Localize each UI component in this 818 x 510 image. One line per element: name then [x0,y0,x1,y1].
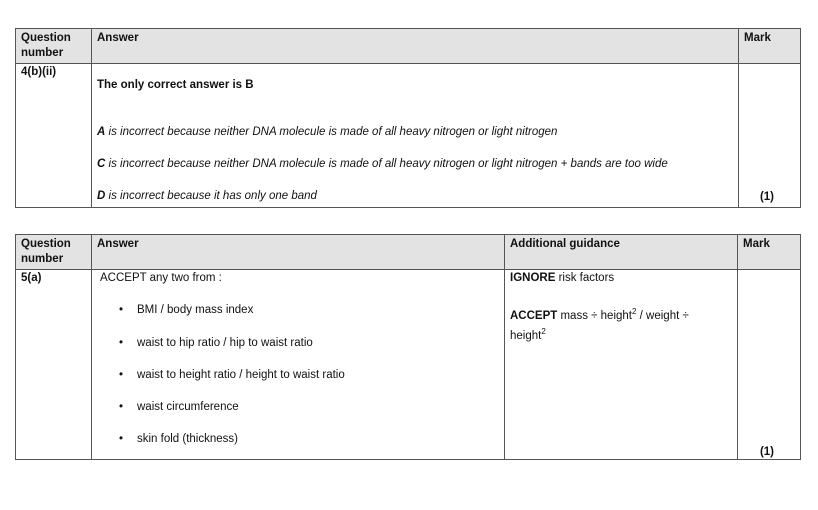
header-mark: Mark [739,29,801,64]
correct-answer-statement: The only correct answer is B [97,79,254,91]
markscheme-table-4bii [15,28,801,208]
table-row [16,64,801,208]
option-letter: C [97,158,106,170]
header-answer: Answer [92,235,505,270]
table-row [16,270,801,460]
header-answer: Answer [92,29,739,64]
header-additional-guidance: Additional guidance [505,235,738,270]
superscript: 2 [632,307,637,316]
option-letter: D [97,190,106,202]
header-question-number: Question number [16,235,92,270]
option-text: is incorrect because neither DNA molecule is made of all heavy nitrogen or light nitrogen [105,126,558,138]
guidance-text: height [510,329,542,342]
answer-cell [92,270,505,460]
header-question-number: Question number [16,29,92,64]
mark-value: (1) [759,191,774,203]
header-mark: Mark [738,235,801,270]
question-number: 4(b)(ii) [16,64,92,208]
guidance-accept [510,304,689,344]
mark-cell [739,64,801,208]
list-item: • waist to hip ratio / hip to waist ratio [137,337,313,349]
list-item: • waist circumference [137,401,239,413]
option-text: is incorrect because it has only one band [105,190,317,202]
keyword-ignore: IGNORE [510,272,556,284]
mark-value: (1) [759,446,774,458]
superscript: 2 [541,326,546,336]
option-d-explanation [97,190,317,202]
keyword-accept: ACCEPT [510,309,558,322]
list-item: • skin fold (thickness) [137,433,238,445]
guidance-ignore [510,272,614,284]
answer-cell [92,64,739,208]
markscheme-table-5a [15,234,801,460]
answer-intro: ACCEPT any two from : [100,272,222,284]
option-text: is incorrect because neither DNA molecule is made of all heavy nitrogen or light nitrogen + bands are too wide [105,158,668,170]
mark-cell [738,270,801,460]
list-item: • waist to height ratio / height to waist ratio [137,369,345,381]
guidance-cell [505,270,738,460]
guidance-text: risk factors [555,272,615,284]
option-c-explanation [97,158,668,170]
question-number: 5(a) [16,270,92,460]
option-a-explanation [97,126,557,138]
table-header-row [16,29,801,64]
option-letter: A [97,126,106,138]
guidance-text: / weight ÷ [636,309,689,322]
list-item: • BMI / body mass index [137,304,253,316]
guidance-text: mass ÷ height [557,309,632,322]
table-header-row [16,235,801,270]
